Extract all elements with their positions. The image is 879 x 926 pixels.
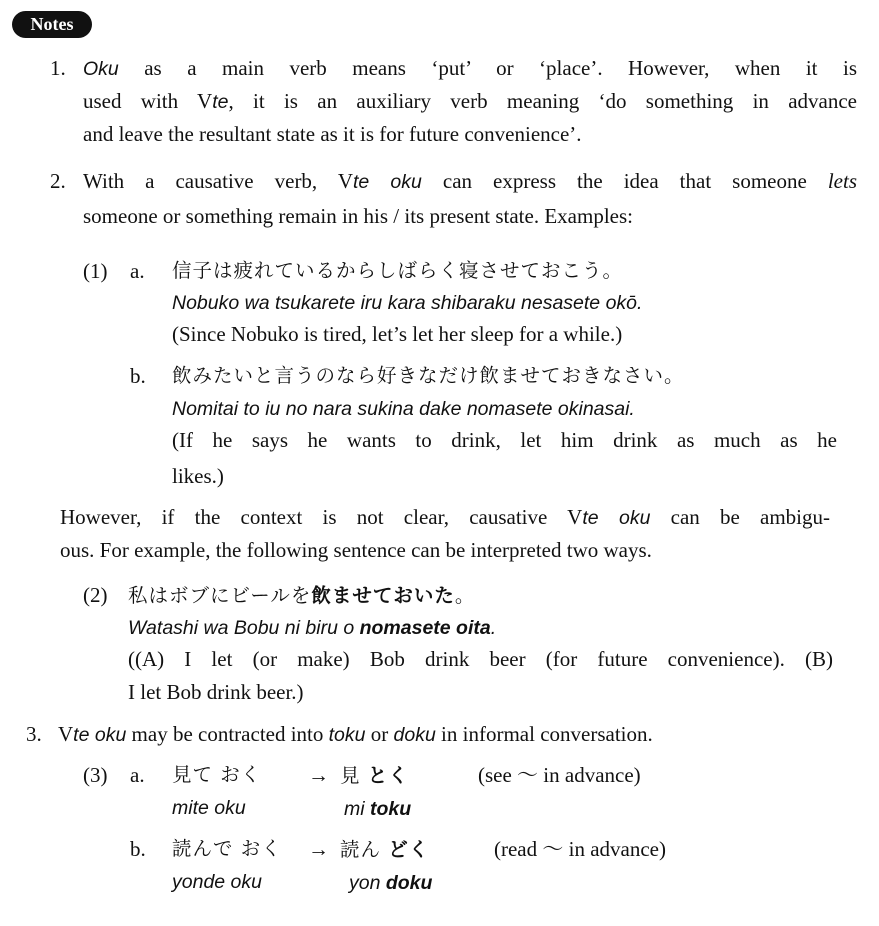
term-te-oku-3: te oku — [73, 724, 127, 746]
note-3-c: in informal conversation. — [435, 722, 653, 746]
example-3a-jp-right — [340, 759, 409, 792]
example-3b-gloss: (read ～ in advance) — [494, 837, 666, 861]
example-3b-jp-right — [340, 833, 429, 866]
example-3b-arrow: → — [308, 837, 329, 861]
term-te-oku-2: te oku — [582, 507, 651, 529]
term-te: te — [212, 91, 229, 113]
example-2-romaji-post: . — [490, 617, 497, 639]
note-1-line-3: and leave the resultant state as it is for future convenience’. — [83, 122, 582, 146]
term-doku: doku — [393, 724, 436, 746]
note-3-a: may be contracted into — [126, 722, 329, 746]
example-1b-romaji: Nomitai to iu no nara sukina dake nomasete okinasai. — [172, 398, 635, 420]
example-3a-romaji-left: mite oku — [172, 797, 246, 819]
example-2-romaji — [128, 611, 496, 644]
example-1b-translation-1: (If he says he wants to drink, let him drink as much as he — [172, 428, 837, 452]
note-2-number: 2. — [50, 169, 66, 193]
example-1a-translation: (Since Nobuko is tired, let’s let her sleep for a while.) — [172, 322, 623, 346]
example-1b-translation-2: likes.) — [172, 464, 224, 488]
example-2-romaji-pre: Watashi wa Bobu ni biru o — [128, 617, 360, 639]
example-3a-jp-right-bold: とく — [367, 764, 409, 787]
example-2-japanese — [128, 579, 475, 612]
example-3a-jp-left: 見て おく — [172, 763, 262, 786]
note-1-line-1 — [83, 52, 857, 85]
example-3a-romaji-right-bold: toku — [370, 798, 412, 820]
example-1b-japanese: 飲みたいと言うのなら好きなだけ飲ませておきなさい。 — [172, 364, 685, 387]
example-3a-romaji-right — [344, 792, 411, 825]
example-2-jp-post: 。 — [454, 584, 476, 607]
example-3-marker: (3) — [83, 763, 108, 787]
note-2-line-2: someone or something remain in his / its present state. Examples: — [83, 204, 633, 228]
example-3a-romaji-right-pre: mi — [344, 798, 370, 820]
example-3b-jp-left: 読んで おく — [172, 837, 282, 860]
example-1a-romaji: Nobuko wa tsukarete iru kara shibaraku nesasete okō. — [172, 292, 643, 314]
note-2-line-1-a: With a causative verb, V — [83, 169, 353, 193]
note-3-line-1 — [58, 718, 653, 751]
note-2-line-1-b: can express the idea that someone — [421, 169, 828, 193]
example-1-marker: (1) — [83, 259, 108, 283]
example-2-jp-bold: 飲ませておいた — [311, 584, 455, 607]
example-3b-romaji-right-bold: doku — [385, 872, 433, 894]
however-line-2: ous. For example, the following sentence can be interpreted two ways. — [60, 538, 652, 562]
example-3a-gloss: (see ～ in advance) — [478, 763, 641, 787]
example-2-jp-pre: 私はボブにビールを — [128, 584, 312, 607]
however-line-1-a: However, if the context is not clear, causative V — [60, 505, 583, 529]
example-2-marker: (2) — [83, 583, 108, 607]
term-oku: Oku — [83, 58, 119, 80]
note-1-number: 1. — [50, 56, 66, 80]
term-lets: lets — [827, 169, 858, 193]
note-3-b: or — [365, 722, 394, 746]
however-line-1-b: can be ambigu- — [650, 505, 831, 529]
example-1a-japanese: 信子は疲れているからしばらく寝させておこう。 — [172, 259, 624, 282]
example-1a-label: a. — [130, 259, 145, 283]
example-3b-jp-right-pre: 読ん — [340, 838, 389, 861]
example-3b-jp-right-bold: どく — [388, 838, 430, 861]
example-3a-jp-right-pre: 見 — [340, 764, 368, 787]
however-line-1 — [60, 501, 830, 534]
example-3b-romaji-left: yonde oku — [172, 871, 262, 893]
note-3-number: 3. — [26, 722, 42, 746]
term-toku: toku — [328, 724, 366, 746]
example-3b-label: b. — [130, 837, 146, 861]
note-3-v: V — [58, 722, 74, 746]
example-3b-romaji-right — [349, 866, 432, 899]
example-2-translation-2: I let Bob drink beer.) — [128, 680, 304, 704]
notes-badge: Notes — [12, 11, 92, 38]
note-1-line-2 — [83, 85, 857, 118]
note-1-line-2-a: used with V — [83, 89, 213, 113]
note-2-line-1 — [83, 165, 857, 198]
example-3b-romaji-right-pre: yon — [349, 872, 386, 894]
example-1b-label: b. — [130, 364, 146, 388]
example-2-translation-1: ((A) I let (or make) Bob drink beer (for future convenience). (B) — [128, 647, 833, 671]
note-1-line-1-text: as a main verb means ‘put’ or ‘place’. However, when it is — [118, 56, 857, 80]
note-1-line-2-b: , it is an auxiliary verb meaning ‘do something in advance — [228, 89, 857, 113]
example-3a-label: a. — [130, 763, 145, 787]
example-2-romaji-bold: nomasete oita — [359, 617, 491, 639]
term-te-oku: te oku — [352, 171, 422, 193]
example-3a-arrow: → — [308, 763, 329, 787]
